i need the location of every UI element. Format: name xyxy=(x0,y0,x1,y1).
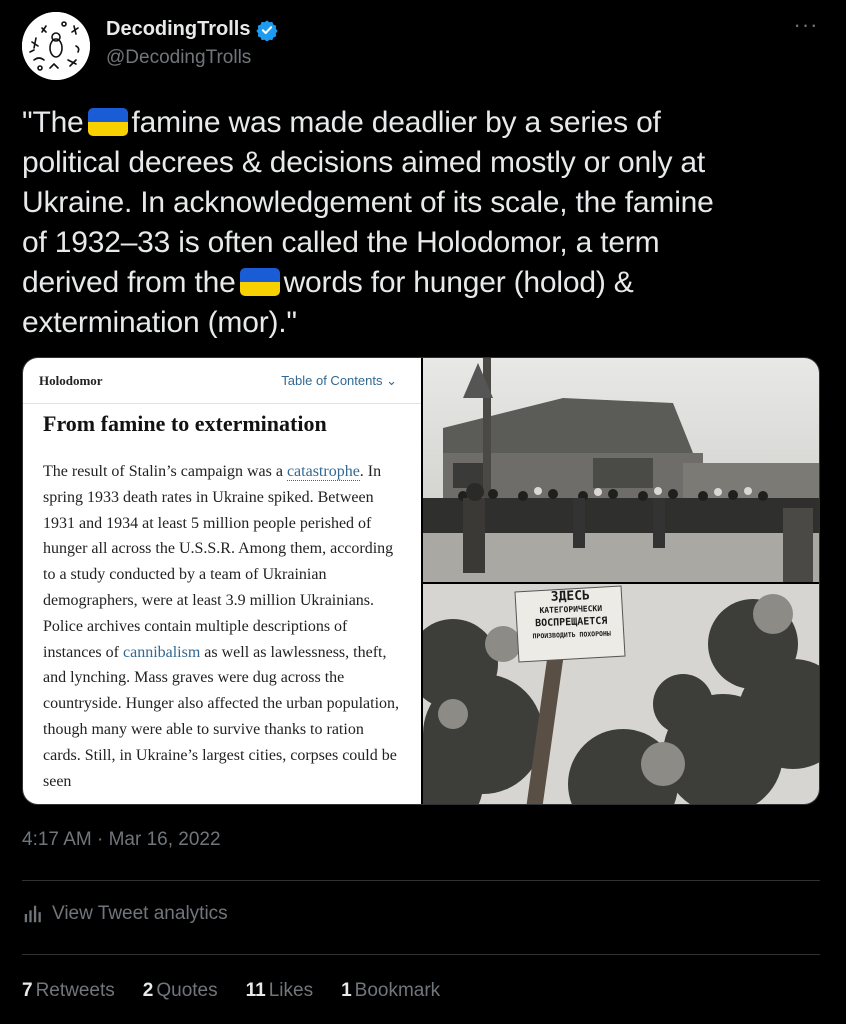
article-text: The result of Stalin’s campaign was a xyxy=(43,463,283,480)
user-names xyxy=(106,18,278,69)
toc-label: Table of Contents xyxy=(281,373,383,388)
sign-line: КАТЕГОРИЧЕСКИ xyxy=(539,603,603,616)
divider xyxy=(22,954,820,955)
crowd-photo-image xyxy=(423,358,820,582)
tweet-line-4: of 1932–33 is often called the Holodomor, a term xyxy=(22,226,660,259)
tweet-stats xyxy=(22,980,440,1002)
article-text: . In spring 1933 death rates in Ukraine spiked. Between 1931 and 1934 at least 5 million people perished of hunger all across the U.S.S.R. Among them, according to a study conducted by a team of Ukrainian demographers, were at least 3.9 million Ukrainians. Police archives contain multiple descriptions of instances of xyxy=(43,463,394,661)
bookmarks-count: 1 xyxy=(341,980,352,1001)
verified-badge-icon xyxy=(256,19,278,41)
bookmarks-label: Bookmark xyxy=(354,980,441,1001)
analytics-label[interactable]: View Tweet analytics xyxy=(52,903,228,924)
likes-count: 11 xyxy=(245,980,266,1001)
article-body xyxy=(43,459,403,794)
quotes-label: Quotes xyxy=(156,980,218,1001)
likes-label: Likes xyxy=(268,980,314,1001)
tweet-line-6: extermination (mor)." xyxy=(22,306,297,339)
quotes-count: 2 xyxy=(142,980,154,1001)
tweet-timestamp[interactable]: 4:17 AM · Mar 16, 2022 xyxy=(22,829,221,850)
article-topbar xyxy=(23,358,421,404)
doodle-avatar-icon xyxy=(22,12,90,80)
tweet-line-3: Ukraine. In acknowledgement of its scale, the famine xyxy=(22,186,714,219)
sign-line: ЗДЕСЬ xyxy=(550,588,591,605)
table-of-contents-link xyxy=(281,373,397,389)
media-photo-sign[interactable] xyxy=(423,584,820,805)
retweets-label: Retweets xyxy=(35,980,115,1001)
article-title: From famine to extermination xyxy=(43,411,327,436)
ukraine-flag-icon xyxy=(240,268,280,296)
bookmarks-stat[interactable] xyxy=(341,980,440,1002)
tweet-text-segment: famine was made deadlier by a series of xyxy=(131,106,661,139)
tweet-line-1 xyxy=(22,103,822,143)
media-photo-crowd[interactable] xyxy=(423,358,820,582)
cannibalism-link: cannibalism xyxy=(122,643,201,661)
analytics-bar-icon xyxy=(22,903,44,925)
view-analytics-link[interactable] xyxy=(22,903,228,925)
chevron-down-icon: ⌄ xyxy=(386,373,397,388)
tweet-line-5 xyxy=(22,263,822,303)
tweet-text xyxy=(22,103,822,343)
tweet-text-segment: "The xyxy=(22,106,84,139)
tweet-line-2: political decrees & decisions aimed mostly or only at xyxy=(22,146,706,179)
user-handle[interactable]: @DecodingTrolls xyxy=(106,47,252,68)
media-article-screenshot[interactable] xyxy=(23,358,421,805)
sign-text xyxy=(518,588,624,644)
retweets-stat[interactable] xyxy=(22,980,115,1002)
ukraine-flag-icon xyxy=(88,108,128,136)
tweet-text-segment: words for hunger (holod) & xyxy=(283,266,634,299)
sign-line: ПРОИЗВОДИТЬ ПОХОРОНЫ xyxy=(532,629,611,641)
tweet-header xyxy=(22,12,822,76)
sign-line: ВОСПРЕЩАЕТСЯ xyxy=(534,615,608,630)
divider xyxy=(22,880,820,881)
tweet-text-segment: derived from the xyxy=(22,266,236,299)
retweets-count: 7 xyxy=(22,980,33,1001)
tweet-media-grid xyxy=(22,357,820,805)
quotes-stat[interactable] xyxy=(143,980,218,1002)
likes-stat[interactable] xyxy=(246,980,313,1002)
article-text: as well as lawlessness, theft, and lynching. Mass graves were dug across the countryside. Hunger also affected the urban population, though many were able to survive thanks to ration cards. Still, in Ukraine’s largest cities, corpses could be seen xyxy=(43,643,400,790)
avatar[interactable] xyxy=(22,12,90,80)
display-name[interactable] xyxy=(106,18,278,41)
article-brand: Holodomor xyxy=(39,373,103,388)
catastrophe-link: catastrophe xyxy=(286,463,360,480)
ellipsis-icon[interactable]: ··· xyxy=(793,12,819,37)
display-name-text[interactable]: DecodingTrolls xyxy=(106,18,251,40)
